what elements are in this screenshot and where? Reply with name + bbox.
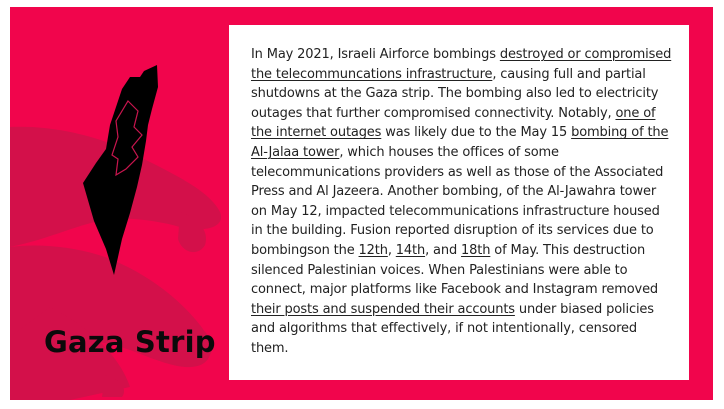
gaza-strip-map-icon (82, 63, 172, 278)
article-paragraph (251, 45, 675, 359)
text-segment: , which houses the offices of some telecommunications providers as well as those of the Associated Press and Al Jazeera. Another bombing, of the Al-Jawahra tower on May 12, impacted telecommunications infrastructure housed in the building. Fusion reported disruption of its services due to bombingson the (251, 144, 664, 258)
text-segment: under biased policies and algorithms that effectively, if not intentionally, censored them. (251, 301, 654, 356)
text-segment: , causing full and partial shutdowns at the Gaza strip. The bombing also led to electricity outages that further compromised connectivity. Notably, (251, 66, 659, 121)
text-segment: was likely due to the May 15 (381, 125, 572, 141)
page-title: Gaza Strip (44, 325, 216, 359)
link-al-jalaa-tower[interactable]: bombing of the Al-Jalaa tower (251, 125, 669, 160)
link-internet-outages[interactable]: one of the internet outages (251, 105, 656, 141)
link-14th[interactable]: 14th (395, 242, 426, 258)
text-segment: , and (425, 242, 462, 258)
text-segment: , (387, 242, 396, 258)
link-18th[interactable]: 18th (461, 242, 491, 258)
link-destroyed-infrastructure[interactable]: destroyed or compromised the telecommuncations infrastructure (251, 47, 672, 82)
link-12th[interactable]: 12th (358, 242, 388, 258)
text-segment: of May. This destruction silenced Palestinian voices. When Palestinians were able to connect, major platforms like Facebook and Instagram removed (251, 242, 659, 298)
text-card (229, 25, 689, 380)
text-segment: In May 2021, Israeli Airforce bombings (251, 47, 500, 62)
slide-frame (10, 7, 713, 400)
link-posts-suspended[interactable]: their posts and suspended their accounts (251, 301, 515, 317)
